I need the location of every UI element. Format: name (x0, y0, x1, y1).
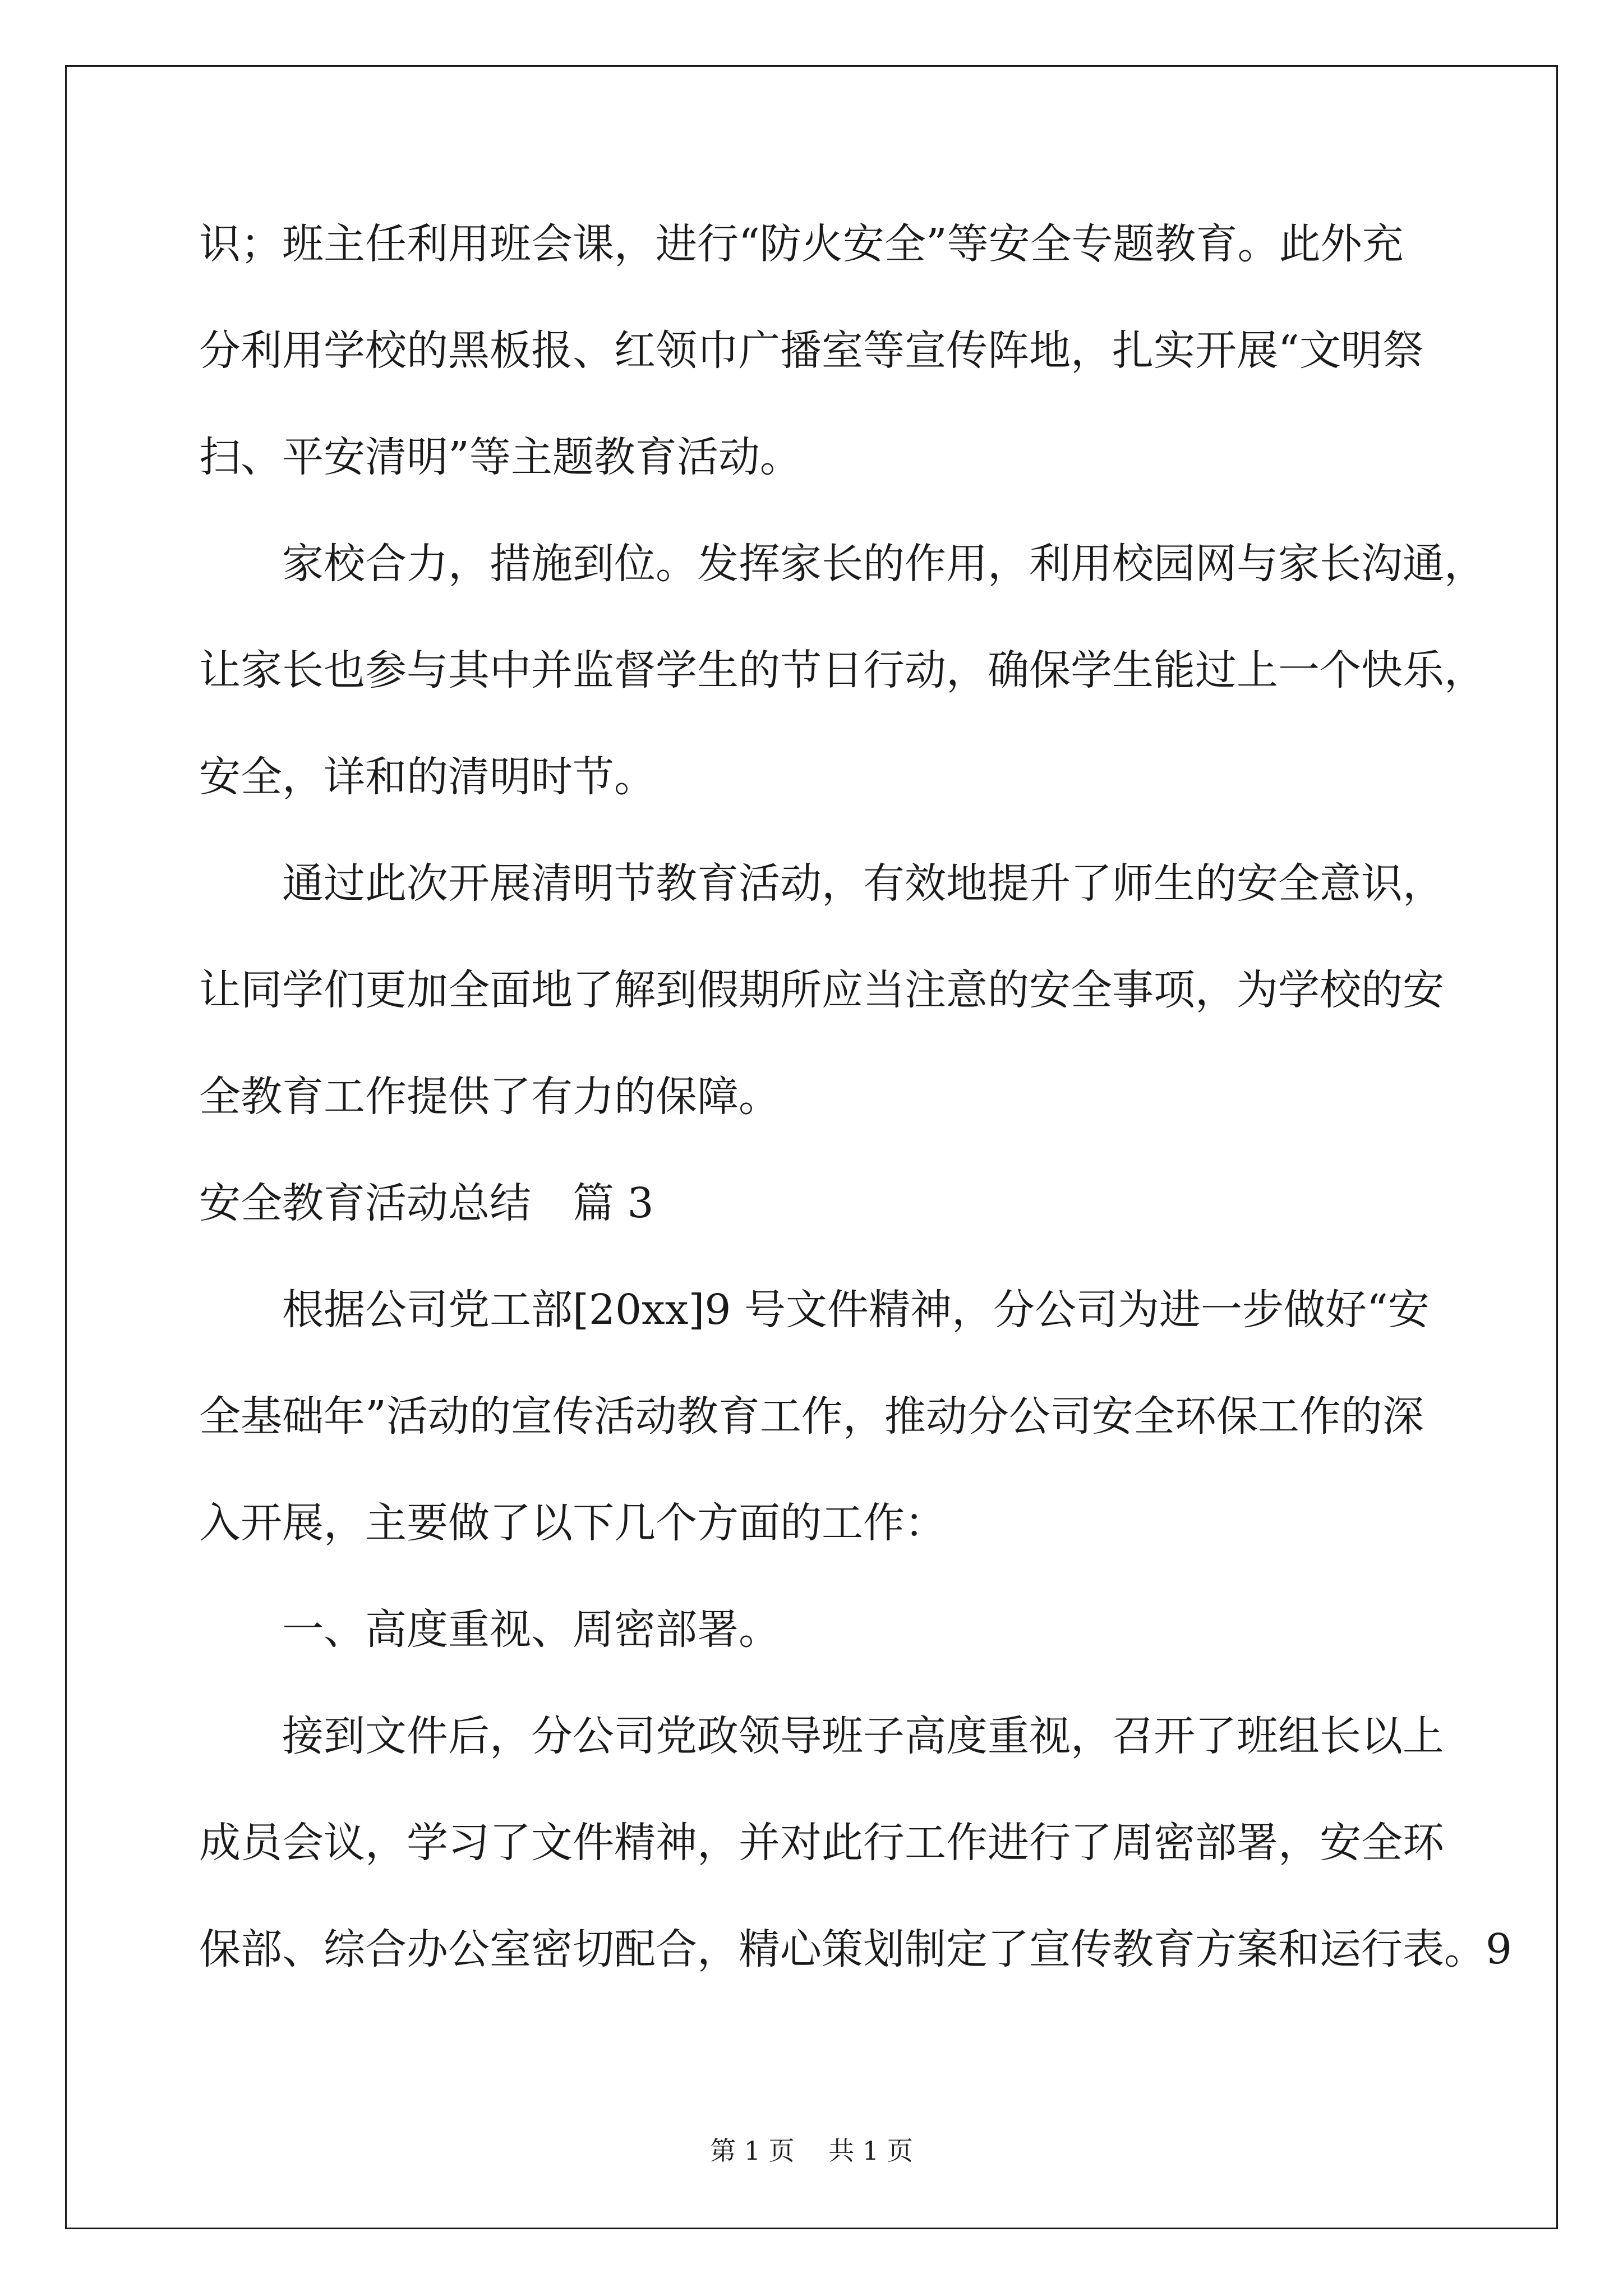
text-line: 安全，详和的清明时节。 (199, 753, 656, 801)
page-border (65, 65, 1558, 2229)
text-line: 入开展，主要做了以下几个方面的工作： (199, 1499, 946, 1547)
text-line: 识；班主任利用班会课，进行“防火安全”等安全专题教育。此外充 (199, 220, 1404, 268)
text-line: 让家长也参与其中并监督学生的节日行动，确保学生能过上一个快乐， (199, 646, 1486, 694)
page-footer: 第 1 页 共 1 页 (710, 2136, 913, 2166)
text-line: 分利用学校的黑板报、红领巾广播室等宣传阵地，扎实开展“文明祭 (199, 326, 1424, 375)
subheading: 一、高度重视、周密部署。 (199, 1605, 780, 1654)
text-line: 让同学们更加全面地了解到假期所应当注意的安全事项，为学校的安 (199, 966, 1444, 1014)
text-line: 根据公司党工部[20xx]9 号文件精神，分公司为进一步做好“安 (199, 1286, 1430, 1334)
text-line: 全基础年”活动的宣传活动教育工作，推动分公司安全环保工作的深 (199, 1392, 1424, 1441)
text-line: 家校合力，措施到位。发挥家长的作用，利用校园网与家长沟通， (199, 540, 1486, 588)
text-line: 通过此次开展清明节教育活动，有效地提升了师生的安全意识， (199, 859, 1444, 908)
text-line: 成员会议，学习了文件精神，并对此行工作进行了周密部署，安全环 (199, 1819, 1444, 1867)
section-heading: 安全教育活动总结 篇 3 (199, 1179, 654, 1227)
text-line: 接到文件后，分公司党政领导班子高度重视，召开了班组长以上 (199, 1712, 1444, 1760)
text-line: 全教育工作提供了有力的保障。 (199, 1073, 780, 1121)
text-line: 保部、综合办公室密切配合，精心策划制定了宣传教育方案和运行表。9 (199, 1925, 1513, 1973)
text-line: 扫、平安清明”等主题教育活动。 (199, 433, 801, 481)
